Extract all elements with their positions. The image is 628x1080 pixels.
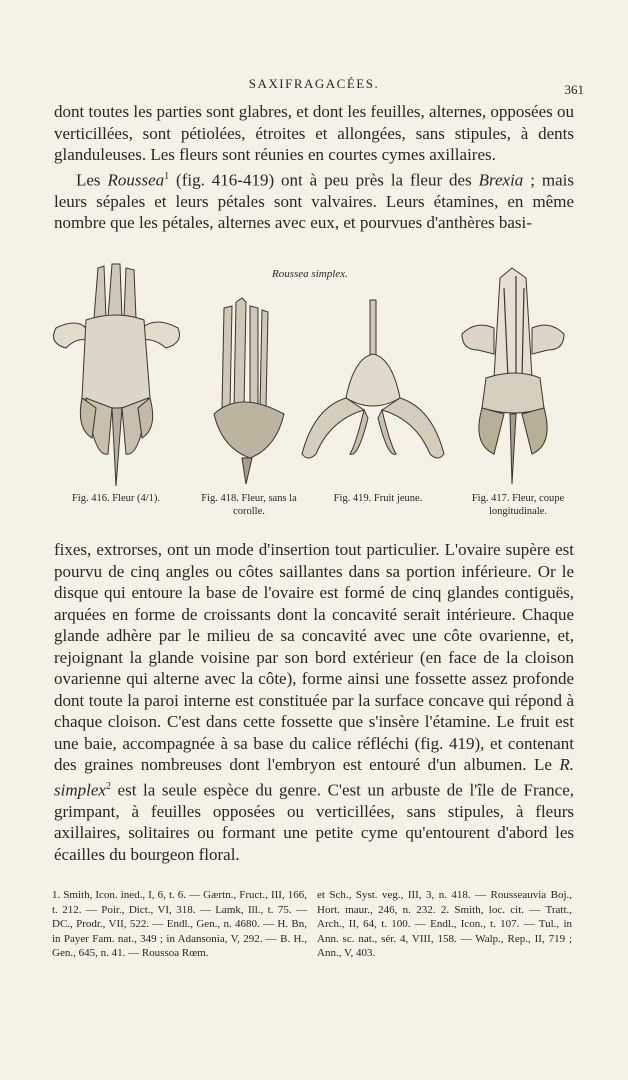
footnote-ref-1: 1 — [164, 170, 170, 182]
genus-name: Roussea — [107, 170, 165, 190]
fig-417-section-drawing — [462, 268, 564, 484]
paragraph-1: dont toutes les parties sont glabres, et dont les feuilles, alternes, opposées ou verticillées, sont pétiolées, étroites et allongées, sans stipules, à dents glanduleuses. Les fleurs sont réunies en courtes cymes axillaires. — [54, 102, 574, 164]
footnote-ref-2: 2 — [105, 780, 111, 792]
fig-416-flower-drawing — [54, 264, 180, 486]
caption-fig-419: Fig. 419. Fruit jeune. — [333, 493, 423, 504]
text-run: fixes, extrorses, ont un mode d'insertion tout particulier. L'ovaire supère est pourvu de cinq angles ou côtes saillantes dans sa portion inférieure. Or le disque qui entoure la base de l'ovaire est formé de cinq glandes contiguës, arquées en forme de croissants dont la concavité serait intérieure. Chaque glande adhère par le milieu de sa concavité avec une côte ovarienne, et, rejoignant la glande voisine par son bord extérieur (en face de la cloison ovarienne qui alterne avec la côte), forme ainsi une fossette assez profonde dont toute la paroi interne est constituée par la surface concave qui répond à chaque cloison. C'est dans cette fossette que s'insère l'étamine. Le fruit est une baie, accompagnée à sa base du calice réfléchi (fig. 419), et contenant des graines nombreuses dont l'embryon est entouré d'un albumen. Le — [54, 540, 574, 774]
body-text-top — [54, 101, 574, 234]
fig-418-flower-drawing — [214, 298, 284, 484]
caption-fig-418: Fig. 418. Fleur, sans la corolle. — [201, 493, 297, 517]
running-title: SAXIFRAGACÉES. — [248, 76, 380, 91]
running-head — [0, 76, 628, 96]
text-run: (fig. 416-419) ont à peu près la fleur des — [169, 170, 479, 190]
footnote-1: 1. Smith, Icon. ined., I, 6, t. 6. — Gærtn., Fruct., III, 166, t. 212. — Poir., Dict., VI, 318. — Lamk, Ill., t. 75. — DC., Prodr., VII, 522. — Endl., Gen., n. 4680. — H. Bn, in Payer Fam. nat., 349 ; in Adansonia, V, 292. — B. H., Gen., 645, n. 41. — Roussoa Rœm. — [52, 889, 307, 959]
page-number: 361 — [564, 82, 584, 97]
botanical-illustrations — [46, 258, 586, 492]
text-run: est la seule espèce du genre. C'est un arbuste de l'île de France, grimpant, à feuilles opposées ou verticillées, sans stipules, à fleurs axillaires, solitaires ou formant une petite cyme qu'entourent d'abord les écailles du bourgeon floral. — [54, 780, 574, 864]
footnote-1-cont-and-2: et Sch., Syst. veg., III, 3, n. 418. — Rousseauvia Boj., Hort. maur., 246, n. 232. 2. Smith, loc. cit. — Tratt., Arch., II, 64, t. 100. — Endl., Icon., t. 107. — Tul., in Ann. sc. nat., sér. 4, VIII, 158. — Walp., Rep., II, 719 ; Ann., V, 403. — [317, 889, 572, 959]
caption-fig-417: Fig. 417. Fleur, coupe longitudinale. — [471, 493, 565, 517]
text-run: Les — [76, 170, 108, 190]
figure-title: Roussea simplex. — [272, 268, 348, 280]
figure-plate — [46, 258, 586, 520]
paragraph-3 — [54, 539, 574, 865]
species-name: R. simplex — [54, 755, 574, 800]
text-run: ; mais leurs sépales et leurs pétales sont valvaires. Leurs étamines, en même nombre que les pétales, alternes avec eux, et pourvues d'anthères basi- — [54, 170, 574, 233]
caption-fig-416: Fig. 416. Fleur (4/1). — [71, 493, 161, 504]
paragraph-2 — [54, 166, 574, 234]
footnotes-left-column — [52, 888, 307, 961]
fig-419-fruit-drawing — [302, 300, 444, 458]
genus-name-brexia: Brexia — [478, 170, 524, 190]
body-text-bottom — [54, 539, 574, 865]
footnotes-right-column — [317, 888, 572, 961]
